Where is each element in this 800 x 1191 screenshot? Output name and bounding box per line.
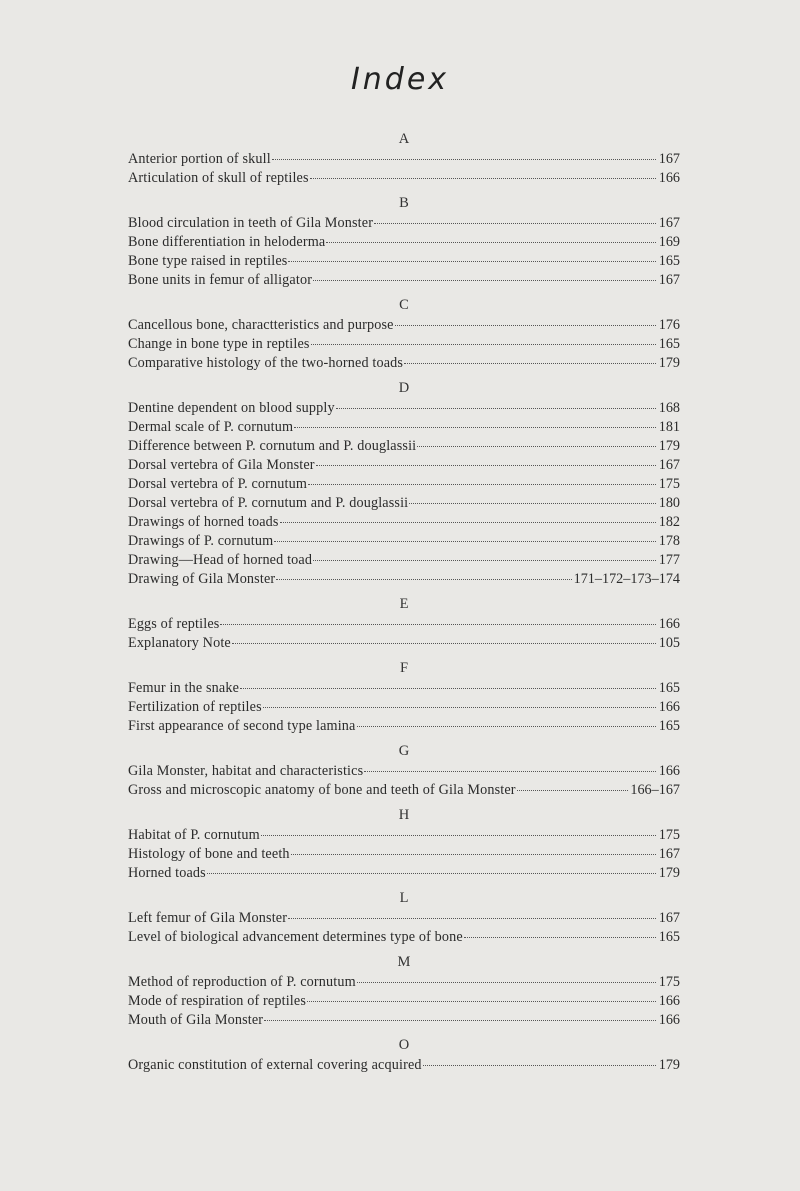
entry-text: Histology of bone and teeth	[128, 846, 290, 862]
entry-page: 166–167	[630, 782, 680, 798]
entry-page: 105	[658, 635, 680, 651]
section-letter: D	[398, 380, 410, 396]
entry-page: 165	[658, 336, 680, 352]
index-entry	[128, 973, 680, 992]
entry-page: 167	[658, 272, 680, 288]
dot-leader	[291, 854, 656, 855]
entry-page: 166	[658, 616, 680, 632]
entry-page: 171–172–173–174	[573, 571, 680, 587]
entry-text: First appearance of second type lamina	[128, 718, 356, 734]
index-entry	[128, 271, 680, 290]
index-entry	[128, 992, 680, 1011]
dot-leader	[404, 363, 656, 364]
dot-leader	[310, 178, 656, 179]
entry-text: Fertilization of reptiles	[128, 699, 262, 715]
dot-leader	[276, 579, 571, 580]
entry-text: Eggs of reptiles	[128, 616, 220, 632]
section-letter: L	[399, 890, 409, 906]
dot-leader	[261, 835, 656, 836]
index-entry	[128, 513, 680, 532]
index-entry	[128, 781, 680, 800]
entry-page: 165	[658, 680, 680, 696]
dot-leader	[357, 726, 657, 727]
section-letter: G	[398, 743, 410, 759]
dot-leader	[336, 408, 656, 409]
entry-text: Dermal scale of P. cornutum	[128, 419, 294, 435]
index-entry	[128, 169, 680, 188]
entry-text: Dorsal vertebra of P. cornutum	[128, 476, 308, 492]
entry-text: Dorsal vertebra of Gila Monster	[128, 457, 315, 473]
entry-text: Cancellous bone, charactteristics and purpose	[128, 317, 394, 333]
dot-leader	[311, 344, 656, 345]
dot-leader	[364, 771, 656, 772]
entry-text: Drawings of horned toads	[128, 514, 279, 530]
index-entry	[128, 570, 680, 589]
entry-page: 166	[658, 1012, 680, 1028]
entry-page: 166	[658, 170, 680, 186]
section-letter: O	[398, 1037, 410, 1053]
index-entry	[128, 615, 680, 634]
entry-text: Drawing—Head of horned toad	[128, 552, 313, 568]
index-section-e	[128, 593, 680, 653]
dot-leader	[409, 503, 656, 504]
index-entry	[128, 233, 680, 252]
page-title: Index	[350, 62, 450, 97]
index-entry	[128, 717, 680, 736]
entry-page: 167	[658, 910, 680, 926]
dot-leader	[207, 873, 656, 874]
index-section-m	[128, 951, 680, 1030]
entry-text: Bone units in femur of alligator	[128, 272, 313, 288]
dot-leader	[308, 484, 656, 485]
index-section-b	[128, 192, 680, 290]
index-entry	[128, 698, 680, 717]
index-section-a	[128, 128, 680, 188]
entry-page: 165	[658, 253, 680, 269]
entry-text: Level of biological advancement determines type of bone	[128, 929, 463, 945]
dot-leader	[316, 465, 656, 466]
entry-page: 179	[658, 438, 680, 454]
entry-text: Habitat of P. cornutum	[128, 827, 260, 843]
entry-page: 165	[658, 929, 680, 945]
dot-leader	[264, 1020, 656, 1021]
section-letter: E	[399, 596, 409, 612]
entry-page: 166	[658, 699, 680, 715]
entry-text: Change in bone type in reptiles	[128, 336, 310, 352]
index-entry	[128, 679, 680, 698]
dot-leader	[220, 624, 656, 625]
dot-leader	[417, 446, 656, 447]
entry-page: 167	[658, 151, 680, 167]
entry-text: Method of reproduction of P. cornutum	[128, 974, 356, 990]
dot-leader	[294, 427, 656, 428]
entry-page: 179	[658, 355, 680, 371]
index-entry	[128, 354, 680, 373]
index-entry	[128, 150, 680, 169]
entry-text: Dorsal vertebra of P. cornutum and P. douglassii	[128, 495, 409, 511]
dot-leader	[288, 261, 656, 262]
index-entry	[128, 864, 680, 883]
index-section-o	[128, 1034, 680, 1075]
dot-leader	[288, 918, 656, 919]
index-entry	[128, 456, 680, 475]
index-entry	[128, 826, 680, 845]
dot-leader	[240, 688, 656, 689]
entry-text: Horned toads	[128, 865, 206, 881]
entry-page: 167	[658, 215, 680, 231]
index-entry	[128, 494, 680, 513]
dot-leader	[395, 325, 656, 326]
entry-text: Gila Monster, habitat and characteristics	[128, 763, 364, 779]
entry-text: Mouth of Gila Monster	[128, 1012, 264, 1028]
entry-page: 167	[658, 457, 680, 473]
index-section-c	[128, 294, 680, 373]
dot-leader	[423, 1065, 656, 1066]
index-section-g	[128, 740, 680, 800]
dot-leader	[274, 541, 656, 542]
entry-page: 176	[658, 317, 680, 333]
dot-leader	[232, 643, 656, 644]
entry-text: Difference between P. cornutum and P. douglassii	[128, 438, 417, 454]
entry-text: Explanatory Note	[128, 635, 231, 651]
entry-page: 166	[658, 993, 680, 1009]
index-entry	[128, 845, 680, 864]
dot-leader	[307, 1001, 656, 1002]
entry-page: 180	[658, 495, 680, 511]
index-entry	[128, 418, 680, 437]
entry-page: 165	[658, 718, 680, 734]
entry-text: Bone differentiation in heloderma	[128, 234, 326, 250]
index-content	[128, 128, 680, 1075]
dot-leader	[357, 982, 656, 983]
entry-page: 166	[658, 763, 680, 779]
entry-text: Organic constitution of external covering acquired	[128, 1057, 422, 1073]
dot-leader	[374, 223, 656, 224]
entry-page: 177	[658, 552, 680, 568]
entry-text: Comparative histology of the two-horned toads	[128, 355, 404, 371]
index-entry	[128, 437, 680, 456]
entry-page: 169	[658, 234, 680, 250]
section-letter: H	[398, 807, 410, 823]
entry-text: Blood circulation in teeth of Gila Monster	[128, 215, 374, 231]
entry-text: Gross and microscopic anatomy of bone and teeth of Gila Monster	[128, 782, 516, 798]
index-entry	[128, 634, 680, 653]
index-entry	[128, 551, 680, 570]
entry-page: 179	[658, 1057, 680, 1073]
dot-leader	[464, 937, 656, 938]
entry-text: Dentine dependent on blood supply	[128, 400, 335, 416]
dot-leader	[313, 560, 656, 561]
index-section-l	[128, 887, 680, 947]
dot-leader	[263, 707, 656, 708]
section-letter: C	[399, 297, 409, 313]
section-letter: A	[398, 131, 410, 147]
index-section-d	[128, 377, 680, 589]
index-entry	[128, 1011, 680, 1030]
dot-leader	[326, 242, 656, 243]
entry-text: Femur in the snake	[128, 680, 240, 696]
entry-text: Mode of respiration of reptiles	[128, 993, 307, 1009]
dot-leader	[313, 280, 656, 281]
entry-text: Drawing of Gila Monster	[128, 571, 276, 587]
entry-page: 178	[658, 533, 680, 549]
index-entry	[128, 399, 680, 418]
entry-page: 175	[658, 476, 680, 492]
dot-leader	[517, 790, 629, 791]
index-section-h	[128, 804, 680, 883]
dot-leader	[272, 159, 656, 160]
dot-leader	[280, 522, 656, 523]
index-entry	[128, 928, 680, 947]
index-entry	[128, 316, 680, 335]
section-letter: M	[397, 954, 411, 970]
index-section-f	[128, 657, 680, 736]
entry-text: Articulation of skull of reptiles	[128, 170, 309, 186]
entry-page: 168	[658, 400, 680, 416]
index-entry	[128, 532, 680, 551]
index-entry	[128, 214, 680, 233]
entry-text: Bone type raised in reptiles	[128, 253, 288, 269]
entry-page: 182	[658, 514, 680, 530]
index-entry	[128, 475, 680, 494]
index-entry	[128, 252, 680, 271]
entry-page: 167	[658, 846, 680, 862]
index-entry	[128, 335, 680, 354]
index-entry	[128, 909, 680, 928]
entry-text: Drawings of P. cornutum	[128, 533, 274, 549]
section-letter: B	[399, 195, 409, 211]
entry-page: 175	[658, 827, 680, 843]
entry-text: Anterior portion of skull	[128, 151, 271, 167]
index-entry	[128, 762, 680, 781]
section-letter: F	[399, 660, 409, 676]
entry-page: 179	[658, 865, 680, 881]
entry-page: 181	[658, 419, 680, 435]
index-entry	[128, 1056, 680, 1075]
entry-page: 175	[658, 974, 680, 990]
entry-text: Left femur of Gila Monster	[128, 910, 288, 926]
